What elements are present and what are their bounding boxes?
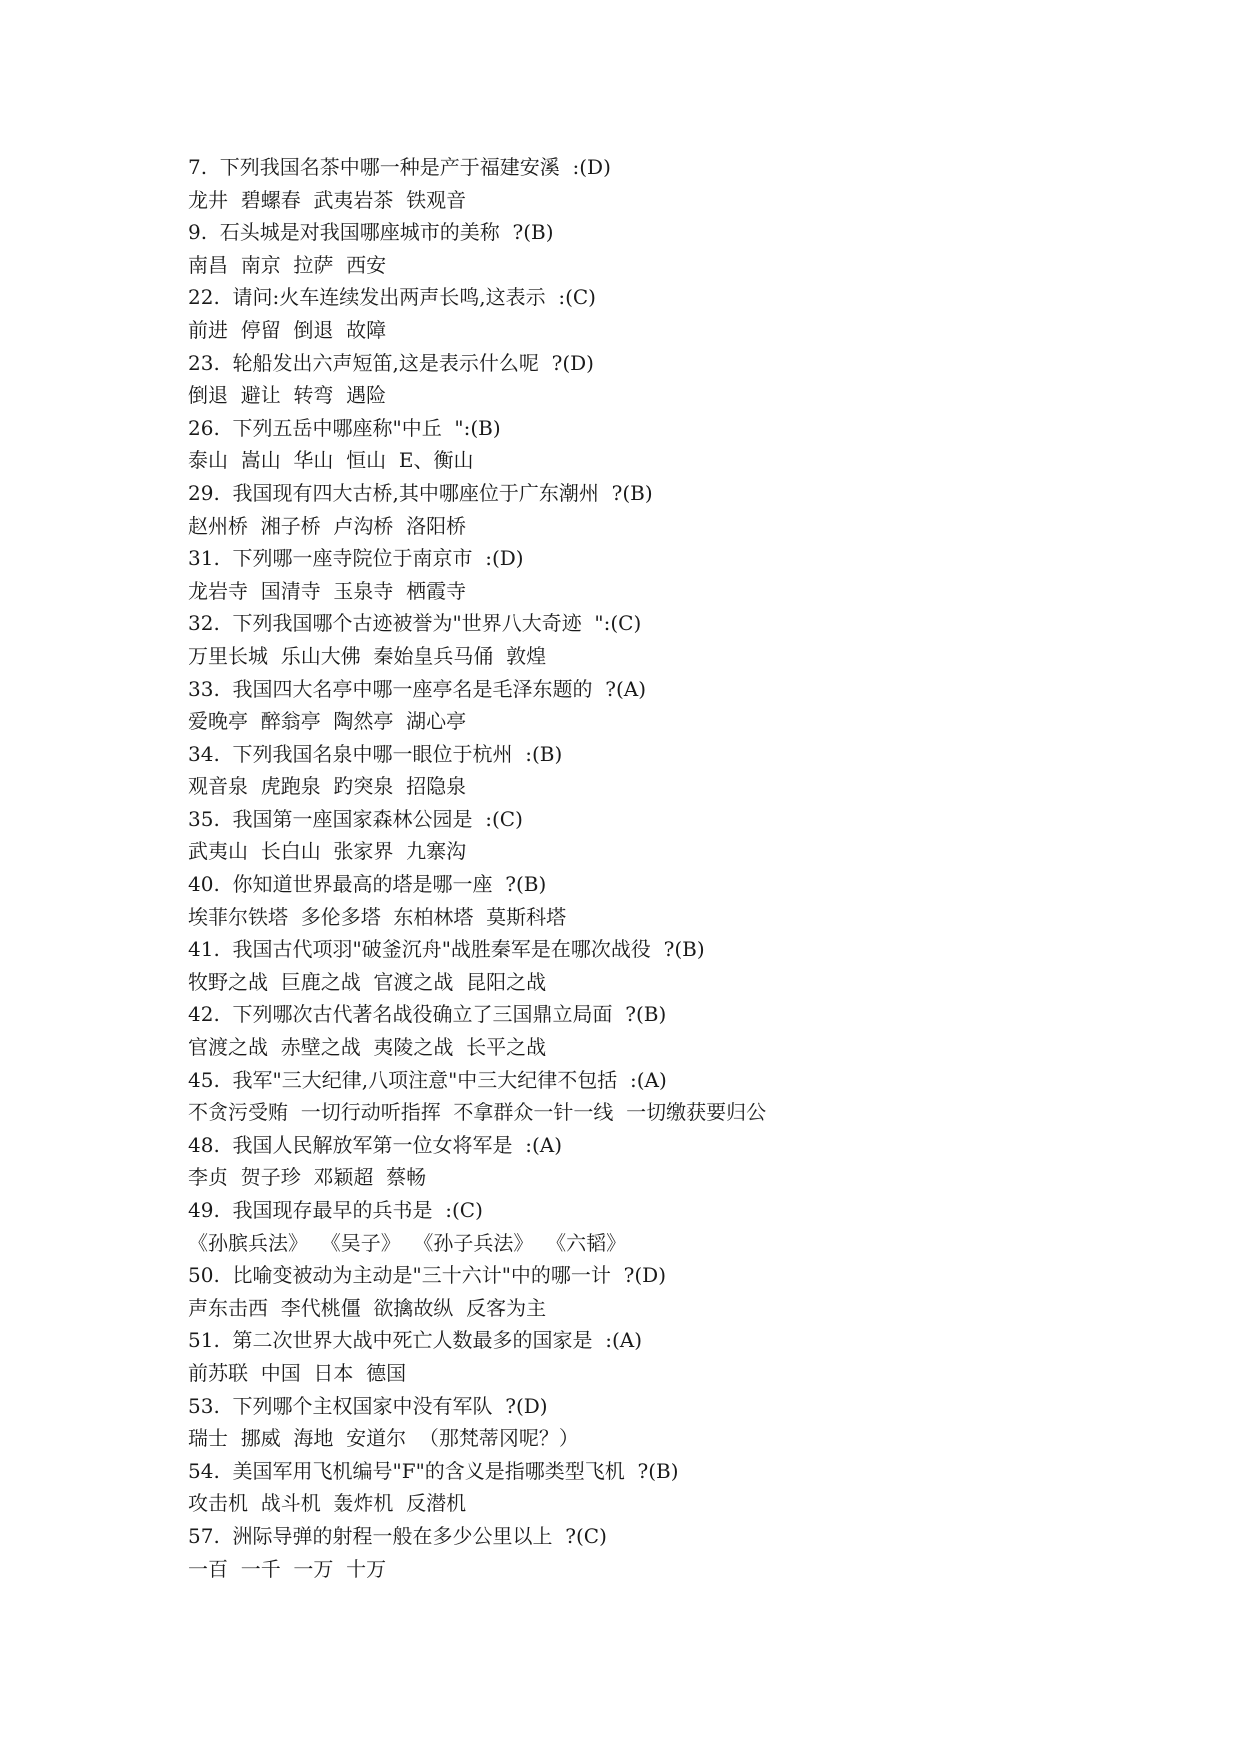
question-line: 23. 轮船发出六声短笛,这是表示什么呢 ?(D) [188, 350, 594, 375]
question-line: 50. 比喻变被动为主动是"三十六计"中的哪一计 ?(D) [188, 1263, 666, 1288]
question-line: 42. 下列哪次古代著名战役确立了三国鼎立局面 ?(B) [188, 1002, 667, 1027]
answer-options-line: 万里长城 乐山大佛 秦始皇兵马俑 敦煌 [188, 643, 547, 668]
answer-options-line: 前进 停留 倒退 故障 [188, 317, 387, 342]
answer-options-line: 瑞士 挪威 海地 安道尔 （那梵蒂冈呢？） [188, 1426, 579, 1451]
question-line: 29. 我国现有四大古桥,其中哪座位于广东潮州 ?(B) [188, 480, 653, 505]
answer-options-line: 牧野之战 巨鹿之战 官渡之战 昆阳之战 [188, 969, 547, 994]
question-line: 35. 我国第一座国家森林公园是 :(C) [188, 806, 523, 831]
answer-options-line: 倒退 避让 转弯 遇险 [188, 383, 387, 408]
answer-options-line: 一百 一千 一万 十万 [188, 1556, 387, 1581]
question-line: 34. 下列我国名泉中哪一眼位于杭州 :(B) [188, 741, 563, 766]
document-body [188, 151, 1188, 1585]
question-line: 51. 第二次世界大战中死亡人数最多的国家是 :(A) [188, 1328, 643, 1353]
answer-options-line: 龙岩寺 国清寺 玉泉寺 栖霞寺 [188, 578, 467, 603]
answer-options-line: 爱晚亭 醉翁亭 陶然亭 湖心亭 [188, 709, 467, 734]
answer-options-line: 泰山 嵩山 华山 恒山 E、衡山 [188, 448, 474, 473]
answer-options-line: 赵州桥 湘子桥 卢沟桥 洛阳桥 [188, 513, 467, 538]
question-line: 9. 石头城是对我国哪座城市的美称 ?(B) [188, 220, 554, 245]
answer-options-line: 南昌 南京 拉萨 西安 [188, 252, 387, 277]
answer-options-line: 《孙膑兵法》 《吴子》 《孙子兵法》 《六韬》 [188, 1230, 627, 1255]
question-line: 54. 美国军用飞机编号"F"的含义是指哪类型飞机 ?(B) [188, 1458, 679, 1483]
question-line: 26. 下列五岳中哪座称"中丘 ":(B) [188, 415, 501, 440]
question-line: 41. 我国古代项羽"破釜沉舟"战胜秦军是在哪次战役 ?(B) [188, 937, 705, 962]
answer-options-line: 龙井 碧螺春 武夷岩茶 铁观音 [188, 187, 467, 212]
question-line: 45. 我军"三大纪律,八项注意"中三大纪律不包括 :(A) [188, 1067, 667, 1092]
answer-options-line: 武夷山 长白山 张家界 九寨沟 [188, 839, 467, 864]
question-line: 7. 下列我国名茶中哪一种是产于福建安溪 :(D) [188, 155, 611, 179]
question-line: 32. 下列我国哪个古迹被誉为"世界八大奇迹 ":(C) [188, 611, 642, 636]
answer-options-line: 不贪污受贿 一切行动听指挥 不拿群众一针一线 一切缴获要归公 [188, 1100, 767, 1125]
answer-options-line: 李贞 贺子珍 邓颖超 蔡畅 [188, 1165, 427, 1190]
answer-options-line: 前苏联 中国 日本 德国 [188, 1360, 407, 1385]
question-line: 31. 下列哪一座寺院位于南京市 :(D) [188, 546, 524, 571]
answer-options-line: 攻击机 战斗机 轰炸机 反潜机 [188, 1491, 467, 1516]
question-line: 53. 下列哪个主权国家中没有军队 ?(D) [188, 1393, 548, 1418]
question-line: 57. 洲际导弹的射程一般在多少公里以上 ?(C) [188, 1523, 607, 1548]
answer-options-line: 官渡之战 赤壁之战 夷陵之战 长平之战 [188, 1035, 547, 1060]
question-line: 22. 请问:火车连续发出两声长鸣,这表示 :(C) [188, 285, 596, 310]
question-line: 33. 我国四大名亭中哪一座亭名是毛泽东题的 ?(A) [188, 676, 647, 701]
question-line: 40. 你知道世界最高的塔是哪一座 ?(B) [188, 872, 547, 897]
answer-options-line: 埃菲尔铁塔 多伦多塔 东柏林塔 莫斯科塔 [188, 904, 567, 929]
question-line: 48. 我国人民解放军第一位女将军是 :(A) [188, 1132, 563, 1157]
answer-options-line: 观音泉 虎跑泉 趵突泉 招隐泉 [188, 774, 467, 799]
question-line: 49. 我国现存最早的兵书是 :(C) [188, 1198, 483, 1222]
answer-options-line: 声东击西 李代桃僵 欲擒故纵 反客为主 [188, 1295, 547, 1320]
